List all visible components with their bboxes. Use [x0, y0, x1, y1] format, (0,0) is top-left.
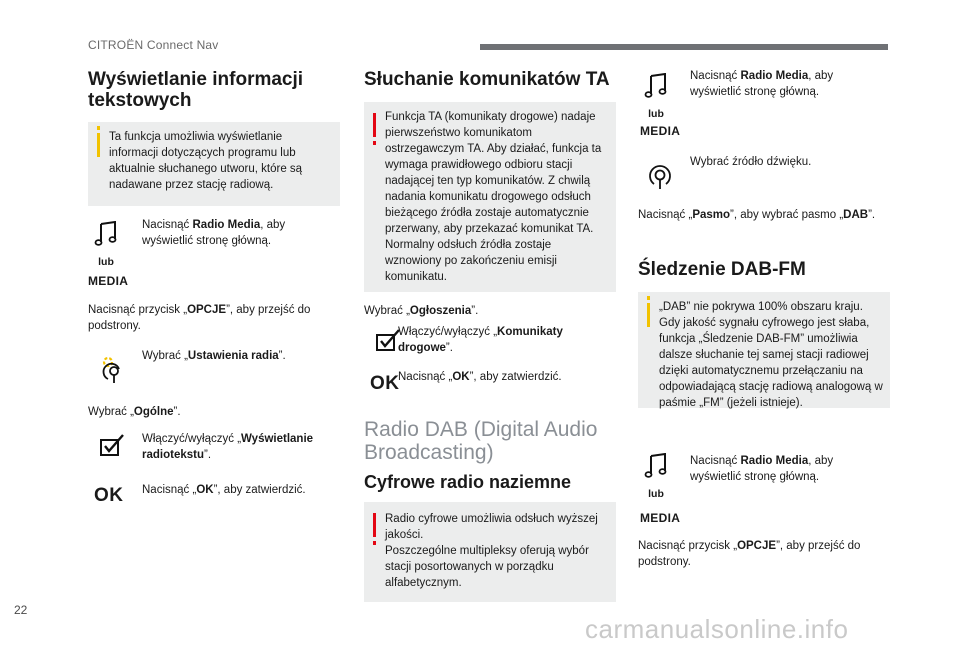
info-box-text-info — [88, 122, 340, 206]
section-title-text-info: Wyświetlanie informacji tekstowych — [88, 69, 304, 111]
radio-source-button — [638, 160, 682, 195]
warning-marker — [373, 113, 376, 137]
section-title-dab-fm: Śledzenie DAB-FM — [638, 259, 806, 280]
warning-text: Funkcja TA (komunikaty drogowe) nadaje pierwszeństwo komunikatom ostrzegawczym TA. Aby działać, funkcja ta wymaga prawidłowego odbioru stacji nadającej ten typ komunikatów. Z chwilą nadania komunikatu drogowego odsłuch bieżącego źródła zostaje automatycznie przerwany, aby przekazać komunikat TA. Normalny odsłuch źródła zostaje wznowiony po zakończeniu emisji komunikatu. — [385, 111, 602, 283]
section-title-ta: Słuchanie komunikatów TA — [364, 69, 610, 90]
info-text: „DAB” nie pokrywa 100% obszaru kraju. Gdy jakość sygnału cyfrowego jest słaba, funkcja „Śledzenie DAB-FM” umożliwia dalsze słuchanie tej samej stacji radiowej dzięki automatycznemu przełączaniu na odpowiadającą stację radiową analogową w paśmie „FM” (jeżeli istnieje). — [659, 301, 883, 409]
radio-settings-icon — [96, 353, 128, 385]
header-bar — [480, 44, 888, 50]
step-opcje: Nacisnąć przycisk „OPCJE”, aby przejść do podstrony. — [638, 540, 861, 568]
step-komunikaty-drogowe: Włączyć/wyłączyć „Komunikaty drogowe”. — [398, 326, 563, 354]
step-radio-media: Nacisnąć Radio Media, aby wyświetlić stronę główną. — [142, 219, 286, 247]
step-ok: Nacisnąć „OK”, aby zatwierdzić. — [142, 484, 306, 496]
warning-text: Radio cyfrowe umożliwia odsłuch wyższej jakości. Poszczególne multipleksy oferują wybór stacji posortowanych w porządku alfabetycznym. — [385, 513, 598, 589]
radio-settings-button — [90, 353, 134, 390]
media-button-icon — [84, 221, 128, 268]
media-label: MEDIA — [640, 124, 681, 138]
lub-label: lub — [98, 256, 114, 268]
step-audio-source: Wybrać źródło dźwięku. — [690, 156, 812, 168]
step-ustawienia-radia: Wybrać „Ustawienia radia”. — [142, 350, 286, 362]
media-button-icon — [634, 73, 678, 120]
page-number: 22 — [14, 603, 28, 617]
info-marker — [647, 303, 650, 327]
section-title-dab: Radio DAB (Digital Audio Broadcasting) — [364, 418, 598, 464]
watermark: carmanualsonline.info — [585, 614, 849, 644]
checkbox-icon — [99, 433, 125, 457]
lub-label: lub — [648, 108, 664, 120]
warning-box-ta — [364, 102, 616, 292]
music-note-icon — [644, 73, 668, 99]
info-box-dab-fm — [638, 292, 890, 408]
step-ogloszenia: Wybrać „Ogłoszenia”. — [364, 305, 479, 317]
radio-antenna-icon — [645, 160, 675, 190]
media-label: MEDIA — [640, 511, 681, 525]
step-pasmo: Nacisnąć „Pasmo”, aby wybrać pasmo „DAB”. — [638, 209, 876, 221]
music-note-icon — [94, 221, 118, 247]
step-radio-media: Nacisnąć Radio Media, aby wyświetlić stronę główną. — [690, 70, 834, 98]
info-marker — [97, 133, 100, 157]
subsection-title-digital-radio: Cyfrowe radio naziemne — [364, 472, 572, 492]
info-text: Ta funkcja umożliwia wyświetlanie informacji dotyczących programu lub aktualnie słuchanego utworu, które są nadawane przez stację radiową. — [109, 131, 303, 191]
ok-button-label: OK — [370, 373, 400, 394]
lub-label: lub — [648, 488, 664, 500]
step-ok: Nacisnąć „OK”, aby zatwierdzić. — [398, 371, 562, 383]
step-wyswietlanie-radiotekstu: Włączyć/wyłączyć „Wyświetlanie radiotekstu”. — [142, 433, 314, 461]
warning-box-dab — [364, 502, 616, 602]
ok-button-label: OK — [94, 485, 124, 506]
header-title: CITROËN Connect Nav — [88, 38, 219, 52]
music-note-icon — [644, 453, 668, 479]
warning-marker — [373, 513, 376, 537]
media-button-icon — [634, 453, 678, 500]
step-opcje: Nacisnąć przycisk „OPCJE”, aby przejść do podstrony. — [88, 304, 311, 332]
media-label: MEDIA — [88, 274, 129, 288]
toggle-button — [90, 433, 134, 462]
step-radio-media-2: Nacisnąć Radio Media, aby wyświetlić stronę główną. — [690, 455, 834, 483]
step-ogolne: Wybrać „Ogólne”. — [88, 406, 181, 418]
